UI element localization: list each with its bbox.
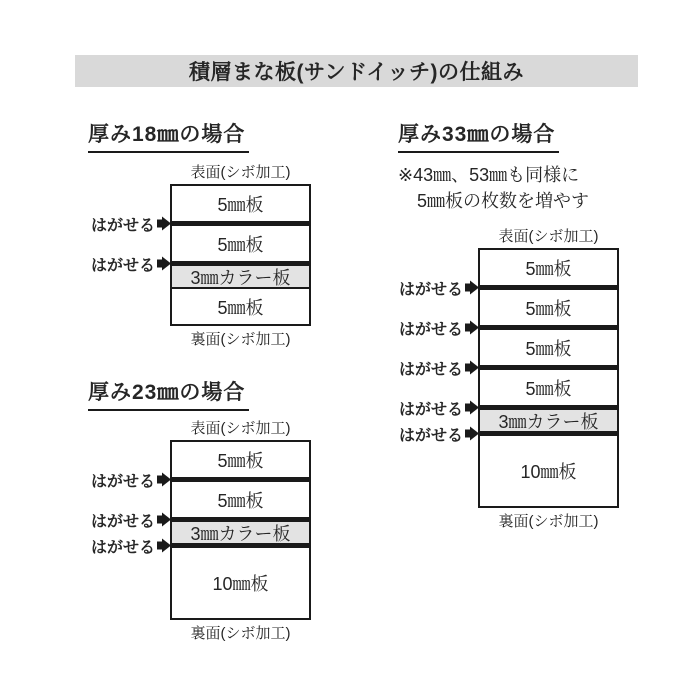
right-arrow-icon xyxy=(157,257,171,271)
peel-label-text: はがせる xyxy=(90,473,155,490)
front-surface-label: 表面(シボ加工) xyxy=(190,164,291,181)
arrow-head xyxy=(162,513,171,527)
layer-label: 5㎜板 xyxy=(217,490,264,511)
arrow-head xyxy=(162,473,171,487)
layer-label: 3㎜カラー板 xyxy=(498,411,599,432)
peel-label-text: はがせる xyxy=(398,361,463,378)
peel-label xyxy=(399,356,479,379)
section-heading xyxy=(88,118,249,153)
layer-label: 5㎜板 xyxy=(525,258,572,279)
layer-label: 5㎜板 xyxy=(217,450,264,471)
board xyxy=(398,228,619,533)
peel-label xyxy=(91,468,171,491)
right-arrow-icon xyxy=(157,473,171,487)
right-arrow-icon xyxy=(465,427,479,441)
arrow-head xyxy=(162,217,171,231)
board-layer xyxy=(480,250,617,285)
peel-label xyxy=(399,396,479,419)
peel-label-text: はがせる xyxy=(90,217,155,234)
arrow-head xyxy=(470,321,479,335)
layer-label: 5㎜板 xyxy=(525,378,572,399)
board xyxy=(88,164,311,351)
board-layer xyxy=(480,290,617,325)
page-title: 積層まな板(サンドイッチ)の仕組み xyxy=(189,61,524,84)
title-bar xyxy=(75,55,638,87)
peel-label xyxy=(91,212,171,235)
peel-label xyxy=(91,508,171,531)
peel-label-text: はがせる xyxy=(398,427,463,444)
board-layer xyxy=(172,548,309,618)
board-layer xyxy=(172,482,309,517)
board-layer xyxy=(480,436,617,506)
right-arrow-icon xyxy=(157,539,171,553)
back-surface-label: 裏面(シボ加工) xyxy=(190,625,291,642)
arrow-head xyxy=(470,427,479,441)
peel-label-text: はがせる xyxy=(398,401,463,418)
color-board-layer xyxy=(480,410,617,431)
front-surface-label: 表面(シボ加工) xyxy=(498,228,599,245)
layer-label: 5㎜板 xyxy=(525,298,572,319)
back-surface-label: 裏面(シボ加工) xyxy=(190,331,291,348)
arrow-head xyxy=(162,539,171,553)
board-layer xyxy=(480,370,617,405)
section-heading xyxy=(88,376,249,411)
diagram-33mm xyxy=(398,118,648,530)
board-layer xyxy=(172,442,309,477)
color-board-layer xyxy=(172,266,309,287)
peel-label xyxy=(91,534,171,557)
note-line: 5㎜板の枚数を増やす xyxy=(417,191,590,211)
peel-label-text: はがせる xyxy=(90,257,155,274)
note xyxy=(398,162,589,214)
layer-label: 10㎜板 xyxy=(520,462,577,482)
arrow-head xyxy=(470,401,479,415)
diagram-18mm xyxy=(88,118,328,348)
layer-label: 3㎜カラー板 xyxy=(190,523,291,544)
board-layer xyxy=(480,330,617,365)
section-heading-text: 厚み23㎜の場合 xyxy=(88,381,246,404)
right-arrow-icon xyxy=(157,217,171,231)
board-layer xyxy=(172,186,309,221)
layer-label: 10㎜板 xyxy=(212,574,269,594)
diagram-23mm xyxy=(88,376,328,642)
peel-label xyxy=(91,252,171,275)
layer-label: 5㎜板 xyxy=(217,234,264,255)
board-box xyxy=(170,184,311,326)
board-box xyxy=(478,248,619,508)
peel-label xyxy=(399,276,479,299)
layer-label: 5㎜板 xyxy=(217,194,264,215)
back-surface-label: 裏面(シボ加工) xyxy=(498,513,599,530)
right-arrow-icon xyxy=(465,401,479,415)
peel-label-text: はがせる xyxy=(398,321,463,338)
right-arrow-icon xyxy=(157,513,171,527)
right-arrow-icon xyxy=(465,281,479,295)
peel-label-text: はがせる xyxy=(90,513,155,530)
board xyxy=(88,420,311,645)
note-line: ※43㎜、53㎜も同様に xyxy=(398,165,580,185)
peel-label-text: はがせる xyxy=(90,539,155,556)
section-heading-text: 厚み18㎜の場合 xyxy=(88,123,246,146)
arrow-head xyxy=(162,257,171,271)
right-arrow-icon xyxy=(465,321,479,335)
board-layer xyxy=(172,289,309,324)
section-heading xyxy=(398,118,559,153)
board-box xyxy=(170,440,311,620)
right-arrow-icon xyxy=(465,361,479,375)
layer-label: 3㎜カラー板 xyxy=(190,267,291,288)
peel-label-text: はがせる xyxy=(398,281,463,298)
arrow-head xyxy=(470,281,479,295)
peel-label xyxy=(399,422,479,445)
peel-label xyxy=(399,316,479,339)
color-board-layer xyxy=(172,522,309,543)
arrow-head xyxy=(470,361,479,375)
layer-label: 5㎜板 xyxy=(525,338,572,359)
layer-label: 5㎜板 xyxy=(217,297,264,318)
section-heading-text: 厚み33㎜の場合 xyxy=(398,123,556,146)
front-surface-label: 表面(シボ加工) xyxy=(190,420,291,437)
board-layer xyxy=(172,226,309,261)
